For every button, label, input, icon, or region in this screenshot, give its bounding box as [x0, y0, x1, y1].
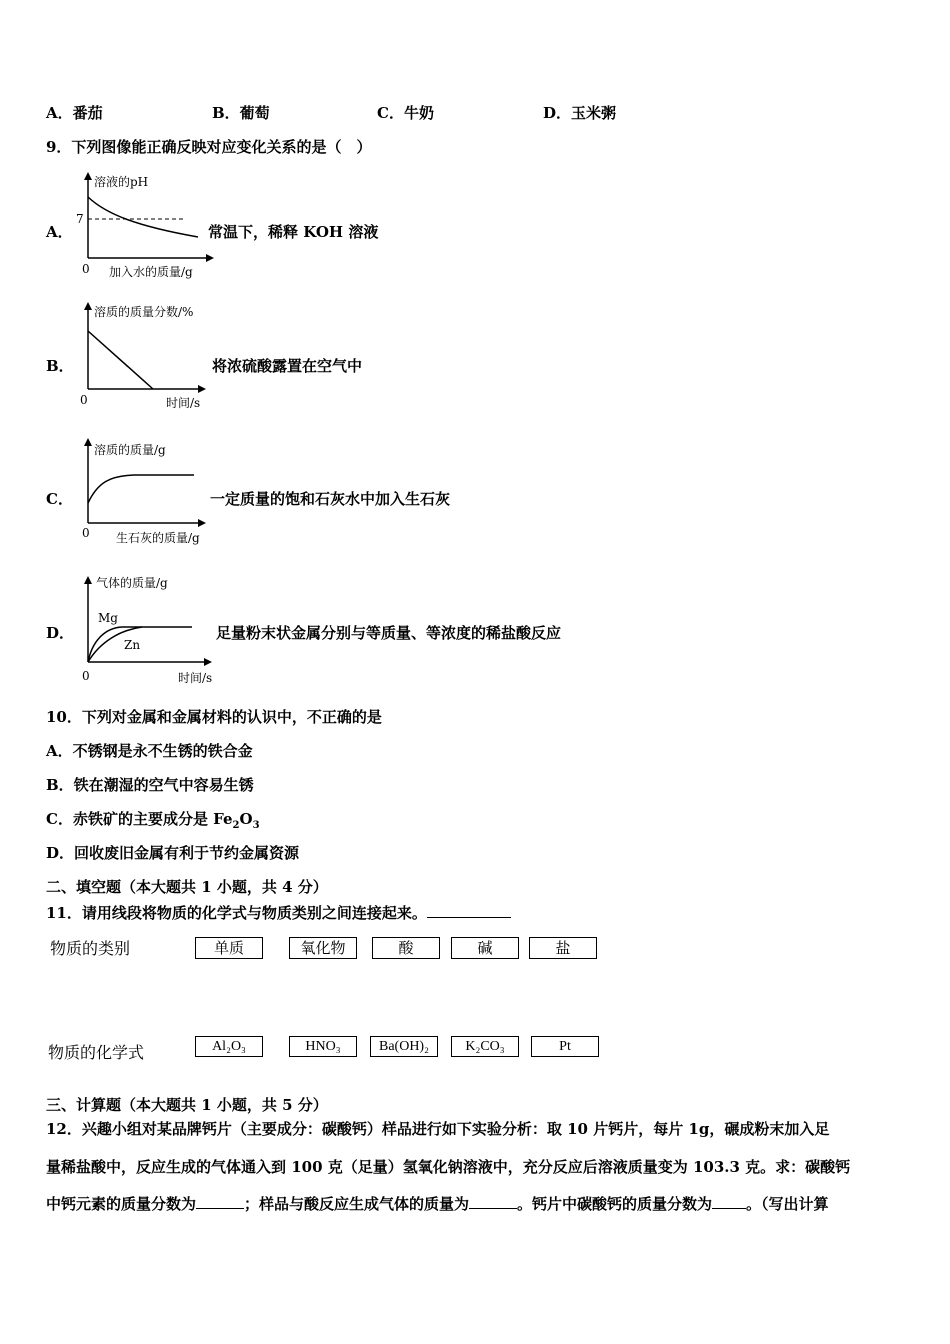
q12-blank-2[interactable] — [469, 1208, 517, 1209]
category-box-base[interactable]: 碱 — [451, 937, 519, 959]
formula-box-pt[interactable]: Pt — [531, 1036, 599, 1057]
graph-a-ylabel: 溶液的pH — [94, 175, 149, 189]
graph-a-origin: 0 — [82, 262, 90, 276]
graph-c-xlabel: 生石灰的质量/g — [116, 531, 200, 545]
formula-box-hno3[interactable]: HNO₃ — [289, 1036, 357, 1057]
q12-blank-3[interactable] — [712, 1208, 746, 1209]
q11-row2-label: 物质的化学式 — [48, 1043, 145, 1062]
graph-c-x-arrow — [198, 519, 206, 527]
q9-option-c-letter: C． — [46, 490, 73, 508]
graph-b-ylabel: 溶质的质量分数/% — [94, 305, 194, 319]
graph-c-ylabel: 溶质的质量/g — [94, 443, 166, 457]
graph-b-y-arrow — [84, 302, 92, 310]
graph-d-x-arrow — [204, 658, 212, 666]
formula-box-al2o3[interactable]: Al₂O₃ — [195, 1036, 263, 1057]
graph-b-origin: 0 — [80, 393, 88, 407]
category-box-salt[interactable]: 盐 — [529, 937, 597, 959]
graph-a-curve — [88, 197, 198, 237]
category-box-oxide[interactable]: 氧化物 — [289, 937, 357, 959]
formula-box-k2co3[interactable]: K₂CO₃ — [451, 1036, 519, 1057]
graph-d-xlabel: 时间/s — [178, 671, 213, 685]
graph-d-origin: 0 — [82, 669, 90, 683]
category-box-acid[interactable]: 酸 — [372, 937, 440, 959]
q10-option-b: B．铁在潮湿的空气中容易生锈 — [46, 776, 254, 794]
q11-row1-label: 物质的类别 — [50, 939, 131, 958]
graph-c-origin: 0 — [82, 526, 90, 540]
q12-blank-1[interactable] — [196, 1208, 244, 1209]
q10-option-d: D．回收废旧金属有利于节约金属资源 — [46, 844, 300, 862]
q8-option-c: C．牛奶 — [377, 104, 434, 122]
q10-stem: 10．下列对金属和金属材料的认识中，不正确的是 — [46, 708, 382, 726]
graph-d-curve-mg-label: Mg — [98, 611, 118, 625]
graph-a-ref-label: 7 — [76, 212, 84, 226]
q8-option-a: A．番茄 — [46, 104, 103, 122]
q12-line-1: 12．兴趣小组对某品牌钙片（主要成分：碳酸钙）样品进行如下实验分析：取 10 片钙片，每片 1g，碾成粉末加入足 — [46, 1120, 830, 1138]
graph-b — [76, 300, 216, 412]
graph-d-y-arrow — [84, 576, 92, 584]
q12-line-3: 中钙元素的质量分数为 ；样品与酸反应生成气体的质量为 。钙片中碳酸钙的质量分数为 。（写出计算 — [46, 1195, 829, 1213]
graph-c-y-arrow — [84, 438, 92, 446]
q9-option-b-letter: B． — [46, 357, 74, 375]
q8-option-b: B．葡萄 — [212, 104, 270, 122]
q9-option-a-letter: A． — [46, 223, 73, 241]
q9-stem: 9．下列图像能正确反映对应变化关系的是（ ） — [46, 138, 372, 156]
formula-box-baoh2[interactable]: Ba(OH)₂ — [370, 1036, 438, 1057]
q9-option-a-desc: 常温下，稀释 KOH 溶液 — [208, 223, 379, 241]
section-3-heading: 三、计算题（本大题共 1 小题，共 5 分） — [46, 1096, 328, 1114]
q10-option-c: C．赤铁矿的主要成分是 $Fe_2O_3$ — [46, 810, 260, 831]
section-2-heading: 二、填空题（本大题共 1 小题，共 4 分） — [46, 878, 328, 896]
graph-a-xlabel: 加入水的质量/g — [109, 265, 193, 279]
q12-line-2: 量稀盐酸中，反应生成的气体通入到 100 克（足量）氢氧化钠溶液中，充分反应后溶液质量变为 103.3 克。求：碳酸钙 — [46, 1158, 851, 1176]
graph-a — [76, 170, 216, 282]
q11-stem: 11．请用线段将物质的化学式与物质类别之间连接起来。 — [46, 902, 511, 923]
q9-option-c-desc: 一定质量的饱和石灰水中加入生石灰 — [210, 490, 451, 508]
graph-a-y-arrow — [84, 172, 92, 180]
graph-d-ylabel: 气体的质量/g — [96, 576, 168, 590]
q9-option-b-desc: 将浓硫酸露置在空气中 — [212, 357, 363, 375]
graph-c — [76, 436, 216, 548]
q11-answer-blank[interactable] — [427, 917, 511, 918]
q9-option-d-letter: D． — [46, 624, 75, 642]
graph-b-x-arrow — [198, 385, 206, 393]
graph-c-curve — [88, 475, 194, 503]
graph-a-x-arrow — [206, 254, 214, 262]
graph-d — [76, 570, 216, 688]
q9-option-d-desc: 足量粉末状金属分别与等质量、等浓度的稀盐酸反应 — [216, 624, 562, 642]
q10-option-a: A．不锈钢是永不生锈的铁合金 — [46, 742, 253, 760]
graph-b-xlabel: 时间/s — [166, 396, 201, 410]
q8-option-d: D．玉米粥 — [543, 104, 617, 122]
graph-d-curve-zn-label: Zn — [124, 638, 141, 652]
graph-b-line — [88, 331, 153, 389]
category-box-elemental[interactable]: 单质 — [195, 937, 263, 959]
